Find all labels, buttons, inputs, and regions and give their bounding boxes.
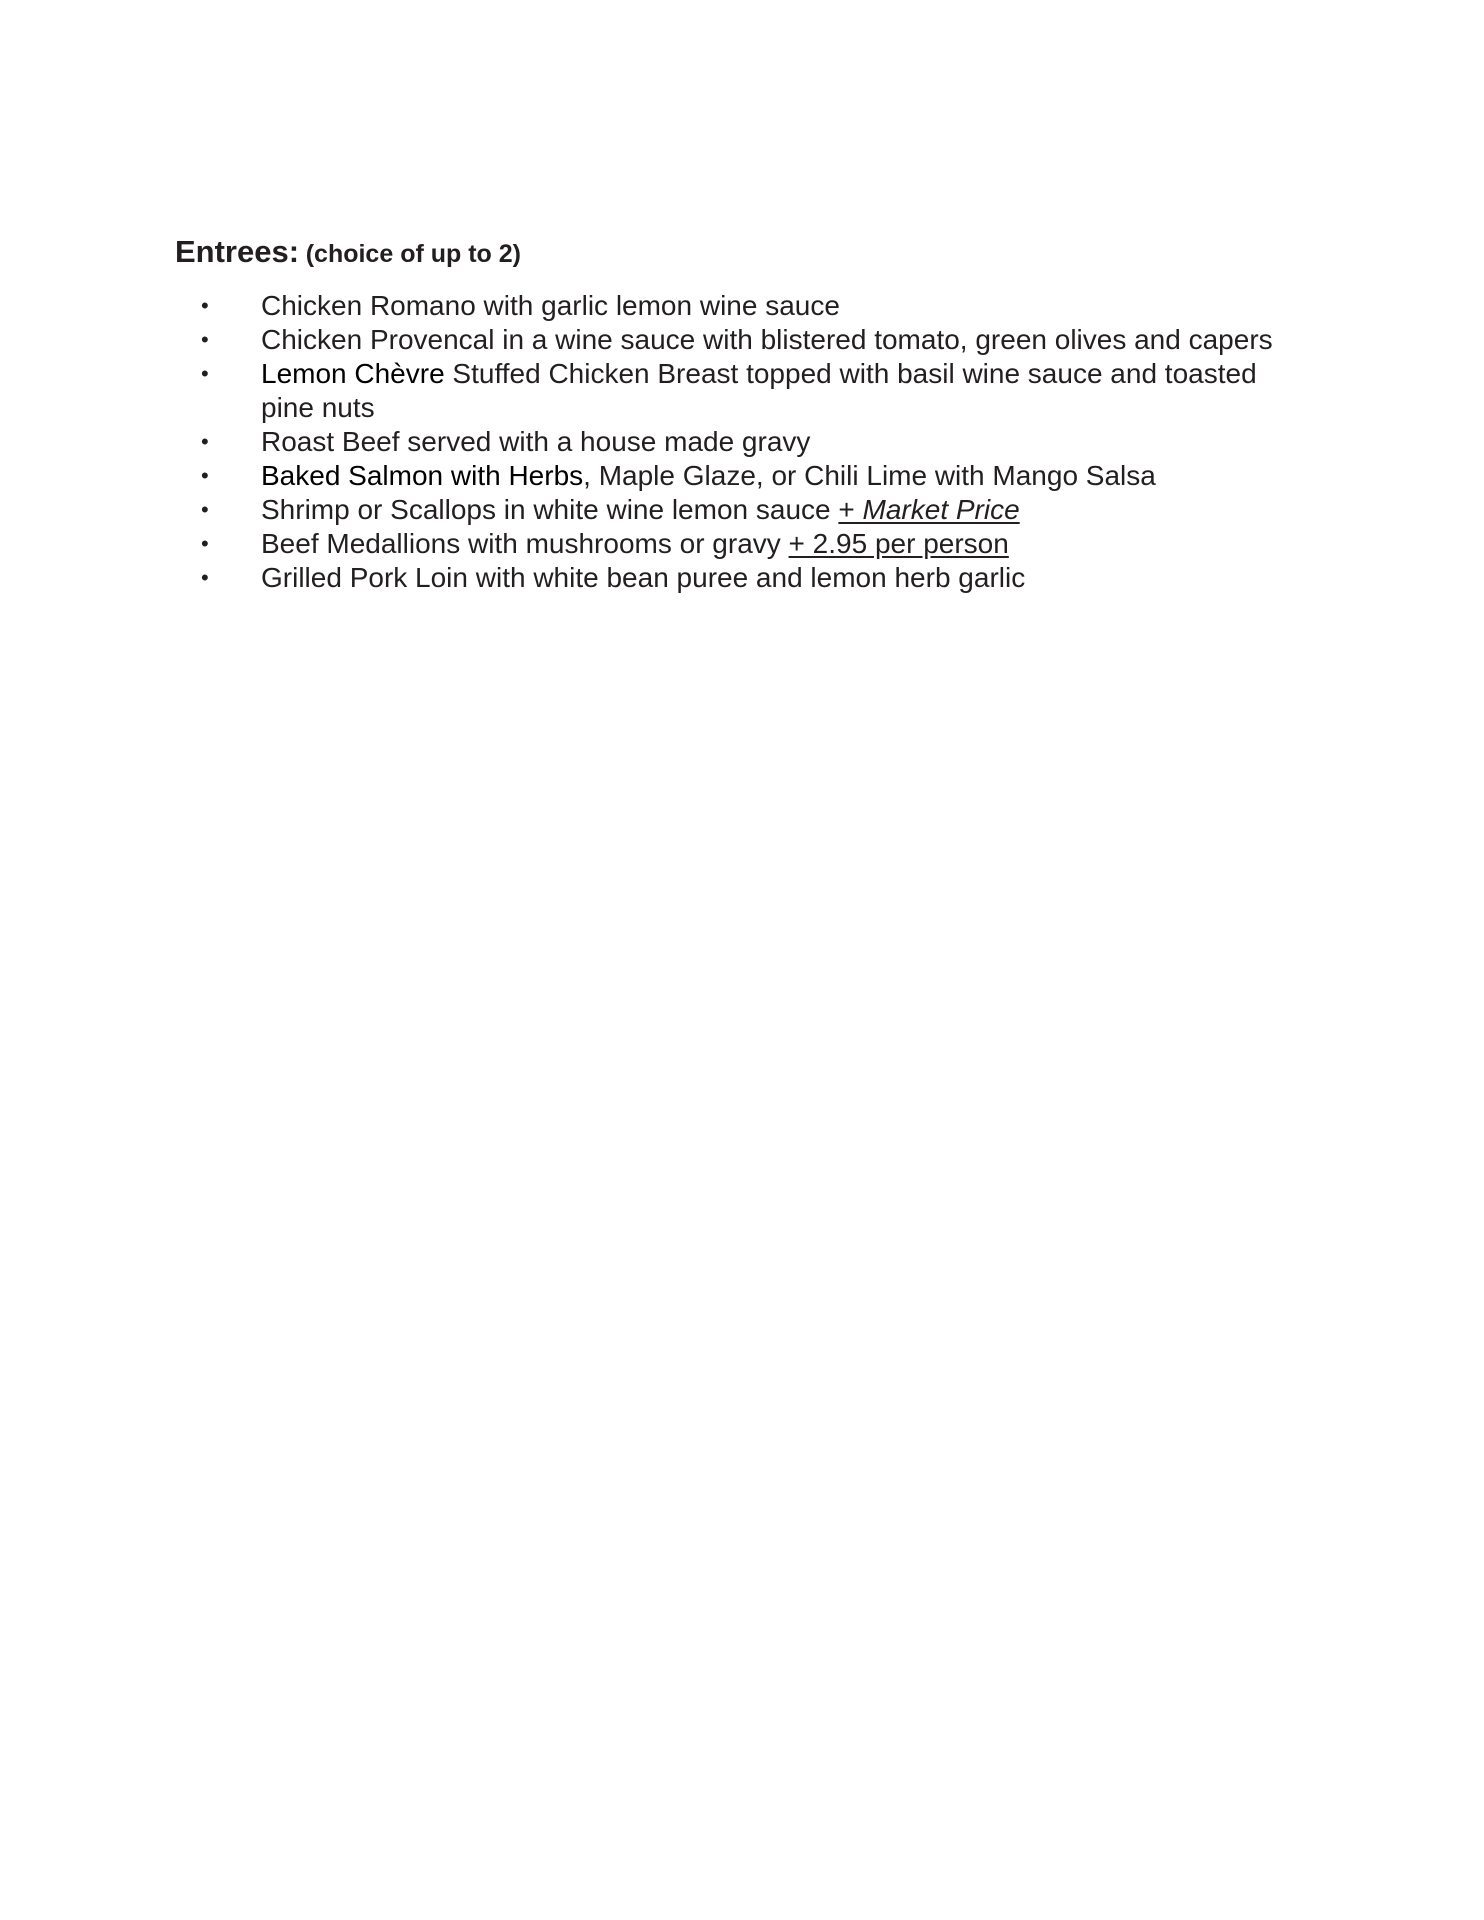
list-item bbox=[175, 425, 1315, 459]
list-item bbox=[175, 493, 1315, 527]
item-text: Chicken Romano with garlic lemon wine sauce bbox=[261, 290, 840, 321]
item-text: , Maple Glaze, or Chili Lime with Mango Salsa bbox=[583, 460, 1156, 491]
entrees-section bbox=[175, 228, 1335, 595]
bullet: • bbox=[201, 293, 209, 318]
bullet: • bbox=[201, 361, 209, 386]
bullet: • bbox=[201, 497, 209, 522]
item-text: Grilled Pork Loin with white bean puree and lemon herb garlic bbox=[261, 562, 1026, 593]
item-lead: Lemon Chèvre bbox=[261, 358, 445, 389]
bullet: • bbox=[201, 327, 209, 352]
list-item bbox=[175, 357, 1315, 425]
price-label: Market Price bbox=[862, 494, 1020, 525]
item-text: Shrimp or Scallops in white wine lemon sauce bbox=[261, 494, 839, 525]
heading-title: Entrees: bbox=[175, 234, 300, 269]
item-price-note bbox=[838, 494, 1019, 525]
item-text: Beef Medallions with mushrooms or gravy bbox=[261, 528, 789, 559]
bullet: • bbox=[201, 531, 209, 556]
item-lead: Baked Salmon with Herbs bbox=[261, 460, 584, 491]
section-heading bbox=[175, 228, 1335, 279]
item-text: Chicken Provencal in a wine sauce with blistered tomato, green olives and capers bbox=[261, 324, 1273, 355]
item-text: Stuffed Chicken Breast topped with basil wine sauce and toasted pine nuts bbox=[261, 358, 1257, 423]
item-text: Roast Beef served with a house made gravy bbox=[261, 426, 811, 457]
list-item bbox=[175, 289, 1315, 323]
bullet: • bbox=[201, 565, 209, 590]
entree-list bbox=[175, 289, 1335, 595]
price-prefix: + bbox=[838, 494, 863, 525]
bullet: • bbox=[201, 463, 209, 488]
list-item bbox=[175, 561, 1315, 595]
list-item bbox=[175, 323, 1315, 357]
heading-note: (choice of up to 2) bbox=[305, 240, 521, 268]
bullet: • bbox=[201, 429, 209, 454]
item-price-note: + 2.95 per person bbox=[788, 528, 1009, 559]
list-item bbox=[175, 459, 1315, 493]
list-item bbox=[175, 527, 1315, 561]
